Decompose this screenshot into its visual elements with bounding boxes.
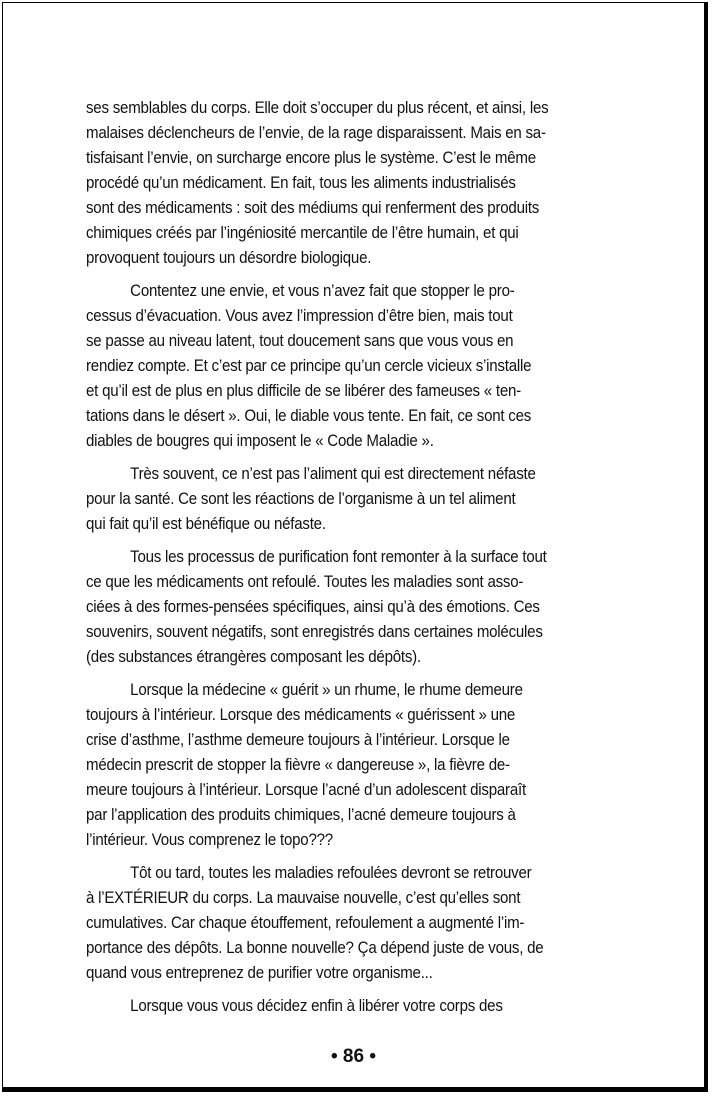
text-line: malaises déclencheurs de l’envie, de la rage disparaissent. Mais en sa- — [86, 124, 546, 142]
text-line: Lorsque la médecine « guérit » un rhume, le rhume demeure — [130, 681, 523, 699]
text-line: cessus d’évacuation. Vous avez l’impression d’être bien, mais tout — [86, 307, 513, 325]
paragraph — [86, 96, 620, 271]
text-line: chimiques créés par l’ingéniosité mercantile de l’être humain, et qui — [86, 224, 519, 242]
text-line: diables de bougres qui imposent le « Code Maladie ». — [86, 432, 434, 450]
text-line: cumulatives. Car chaque étouffement, refoulement a augmenté l’im- — [86, 914, 525, 932]
body-text — [86, 96, 620, 1027]
text-line: à l’EXTÉRIEUR du corps. La mauvaise nouvelle, c’est qu’elles sont — [86, 889, 521, 907]
paragraph — [86, 545, 620, 670]
text-line: médecin prescrit de stopper la fièvre « dangereuse », la fièvre de- — [86, 756, 510, 774]
paragraph — [86, 861, 620, 986]
text-line: toujours à l’intérieur. Lorsque des médicaments « guérissent » une — [86, 706, 516, 724]
text-line: Lorsque vous vous décidez enfin à libérer votre corps des — [130, 997, 503, 1015]
text-line: pour la santé. Ce sont les réactions de l’organisme à un tel aliment — [86, 490, 516, 508]
book-page — [2, 2, 708, 1092]
text-line: sont des médicaments : soit des médiums qui renferment des produits — [86, 199, 540, 217]
text-line: rendiez compte. Et c’est par ce principe qu’un cercle vicieux s’installe — [86, 357, 532, 375]
text-line: portance des dépôts. La bonne nouvelle? Ça dépend juste de vous, de — [86, 939, 544, 957]
text-line: et qu’il est de plus en plus difficile de se libérer des fameuses « ten- — [86, 382, 521, 400]
text-line: quand vous entreprenez de purifier votre organisme... — [86, 964, 433, 982]
paragraph — [86, 279, 620, 454]
paragraph — [86, 994, 620, 1019]
text-line: procédé qu’un médicament. En fait, tous les aliments industrialisés — [86, 174, 516, 192]
page-number: • 86 • — [331, 1046, 376, 1067]
text-line: ses semblables du corps. Elle doit s’occuper du plus récent, et ainsi, les — [86, 99, 549, 117]
text-line: Tous les processus de purification font remonter à la surface tout — [130, 548, 547, 566]
text-line: crise d’asthme, l’asthme demeure toujours à l’intérieur. Lorsque le — [86, 731, 510, 749]
text-line: souvenirs, souvent négatifs, sont enregistrés dans certaines molécules — [86, 623, 543, 641]
paragraph — [86, 678, 620, 853]
text-line: ciées à des formes-pensées spécifiques, ainsi qu’à des émotions. Ces — [86, 598, 540, 616]
text-line: qui fait qu’il est bénéfique ou néfaste. — [86, 515, 326, 533]
text-line: provoquent toujours un désordre biologique. — [86, 249, 372, 267]
text-line: Tôt ou tard, toutes les maladies refoulées devront se retrouver — [130, 864, 532, 882]
text-line: Très souvent, ce n’est pas l’aliment qui est directement néfaste — [130, 465, 536, 483]
text-line: ce que les médicaments ont refoulé. Toutes les maladies sont asso- — [86, 573, 524, 591]
text-line: meure toujours à l’intérieur. Lorsque l’acné d’un adolescent disparaît — [86, 781, 526, 799]
paragraph — [86, 462, 620, 537]
text-line: tisfaisant l’envie, on surcharge encore plus le système. C’est le même — [86, 149, 536, 167]
text-line: tations dans le désert ». Oui, le diable vous tente. En fait, ce sont ces — [86, 407, 532, 425]
text-line: par l’application des produits chimiques, l’acné demeure toujours à — [86, 806, 516, 824]
text-line: Contentez une envie, et vous n’avez fait que stopper le pro- — [130, 282, 515, 300]
text-line: se passe au niveau latent, tout doucement sans que vous vous en — [86, 332, 514, 350]
text-line: l’intérieur. Vous comprenez le topo??? — [86, 831, 333, 849]
text-line: (des substances étrangères composant les dépôts). — [86, 648, 421, 666]
